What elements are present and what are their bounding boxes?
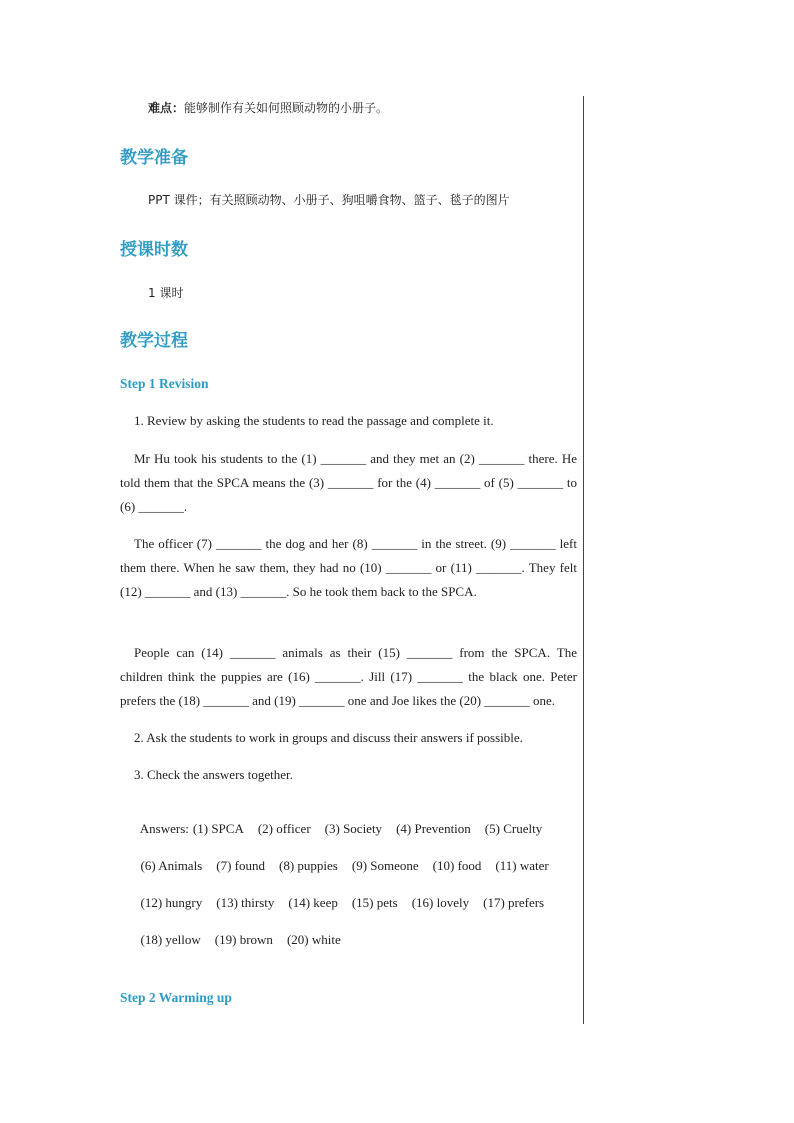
step1-title: Step 1 Revision <box>120 376 209 391</box>
answer: (12) hungry <box>140 895 203 910</box>
hours-heading: 授课时数 <box>120 240 188 260</box>
hours-text: 1 课时 <box>148 286 184 300</box>
step1-paragraph-1 <box>120 447 577 519</box>
answer: (16) lovely <box>411 895 470 910</box>
answer: (5) Cruelty <box>484 821 543 836</box>
page-margin-rule <box>583 96 584 1024</box>
difficulty-text: 能够制作有关如何照顾动物的小册子。 <box>184 101 389 115</box>
answer: (19) brown <box>214 932 273 947</box>
step1-paragraph-2 <box>120 532 577 604</box>
answers-label: Answers: <box>139 821 189 836</box>
answer: (10) food <box>432 858 482 873</box>
prep-heading: 教学准备 <box>120 148 188 168</box>
paragraph-3-text: People can (14) _______ animals as their (15) _______ from the SPCA. The children think the puppies are (16) _______. Jill (17) _______ the black one. Peter prefers the (18) _______ and (19) _______ one and Joe likes the (20) _______ one. <box>120 645 577 708</box>
answer: (18) yellow <box>140 932 201 947</box>
answer: (4) Prevention <box>396 821 471 836</box>
answer: (20) white <box>286 932 341 947</box>
step2-title: Step 2 Warming up <box>120 990 232 1005</box>
answer: (14) keep <box>288 895 338 910</box>
answers-row-4 <box>134 916 355 948</box>
answer: (8) puppies <box>279 858 338 873</box>
answer: (1) SPCA <box>192 821 244 836</box>
answer: (15) pets <box>351 895 398 910</box>
answer: (17) prefers <box>483 895 545 910</box>
answers-row-3 <box>134 879 558 911</box>
answer: (6) Animals <box>140 858 203 873</box>
prep-text: PPT 课件；有关照顾动物、小册子、狗咀嚼食物、篮子、毯子的图片 <box>148 193 510 207</box>
answer: (11) water <box>495 858 549 873</box>
difficulty-label: 难点： <box>148 101 185 115</box>
process-heading: 教学过程 <box>120 331 188 351</box>
answers-row-1 <box>134 805 556 837</box>
answer: (13) thirsty <box>216 895 275 910</box>
step1-item2: 2. Ask the students to work in groups and discuss their answers if possible. <box>134 730 523 745</box>
paragraph-1-text: Mr Hu took his students to the (1) _______ and they met an (2) _______ there. He told them that the SPCA means the (3) _______ for the (4) _______ of (5) _______ to (6) _______. <box>120 451 577 514</box>
difficulty-line <box>148 99 388 116</box>
answers-row-2 <box>134 842 563 874</box>
answer: (9) Someone <box>351 858 419 873</box>
answer: (3) Society <box>324 821 383 836</box>
answer: (7) found <box>216 858 265 873</box>
step1-paragraph-3 <box>120 641 577 713</box>
step1-item3: 3. Check the answers together. <box>134 767 293 782</box>
step1-item1: 1. Review by asking the students to read the passage and complete it. <box>134 413 494 428</box>
answer: (2) officer <box>257 821 311 836</box>
paragraph-2-text: The officer (7) _______ the dog and her (8) _______ in the street. (9) _______ left them there. When he saw them, they had no (10) _______ or (11) _______. They felt (12) _______ and (13) _______. So he took them back to the SPCA. <box>120 536 577 599</box>
